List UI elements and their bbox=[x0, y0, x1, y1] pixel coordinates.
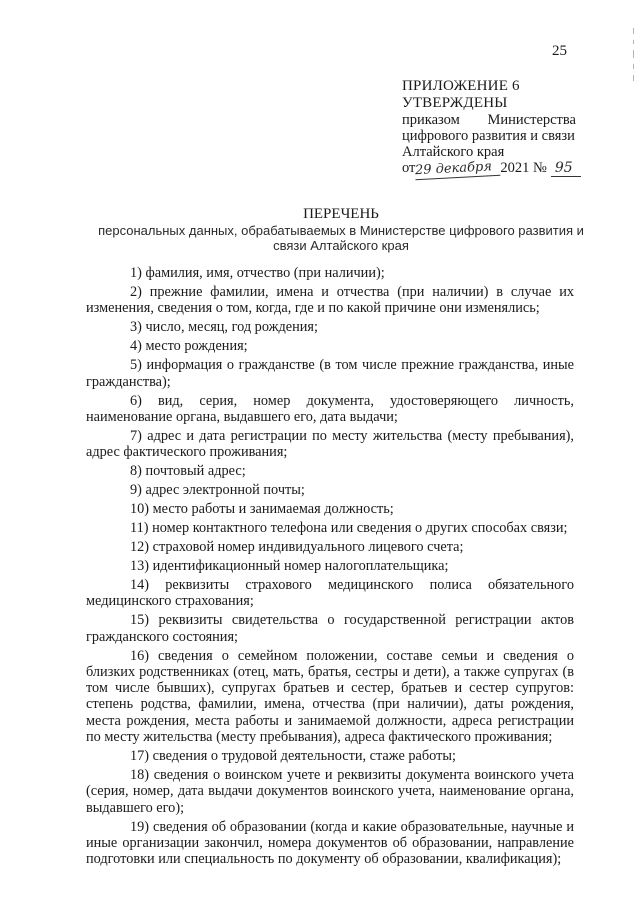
list-item: 7) адрес и дата регистрации по месту жительства (месту пребывания), адрес фактического проживания; bbox=[86, 427, 574, 461]
list-item: 1) фамилия, имя, отчество (при наличии); bbox=[130, 265, 385, 281]
list-item: 5) информация о гражданстве (в том числе прежние гражданства, иные гражданства); bbox=[86, 357, 574, 390]
document-title-block bbox=[96, 206, 586, 253]
list-item: 17) сведения о трудовой деятельности, стаже работы; bbox=[130, 748, 456, 765]
handwritten-date: 29 декабря bbox=[415, 159, 501, 180]
list-item: 18) сведения о воинском учете и реквизиты документа воинского учета (серия, номер, дата выдачи документов воинского учета, наименование органа, выдавшего его); bbox=[86, 767, 574, 816]
order-line-3: Алтайского края bbox=[402, 144, 505, 160]
handwritten-order-number: 95 bbox=[551, 160, 581, 177]
list-item: 11) номер контактного телефона или сведения о других способах связи; bbox=[130, 520, 568, 537]
order-year: 2021 № bbox=[500, 160, 547, 176]
personal-data-list bbox=[86, 265, 574, 870]
list-item: 8) почтовый адрес; bbox=[130, 463, 246, 480]
list-item: 2) прежние фамилии, имена и отчества (при наличии) в случае их изменения, сведения о том, когда, где и по какой причине они изменялись; bbox=[86, 283, 574, 317]
list-item: 3) число, месяц, год рождения; bbox=[130, 319, 318, 336]
list-item: 12) страховой номер индивидуального лицевого счета; bbox=[130, 539, 464, 556]
list-item: 14) реквизиты страхового медицинского полиса обязательного медицинского страхования; bbox=[86, 576, 574, 610]
list-item: 15) реквизиты свидетельства о государственной регистрации актов гражданского состояния; bbox=[86, 612, 574, 645]
order-line-2: цифрового развития и связи bbox=[402, 128, 575, 144]
list-item: 16) сведения о семейном положении, составе семьи и сведения о близких родственниках (отец, мать, братья, сестры и дети), а также супругах (в том числе бывших), супругах братьев и сестер, братьев и сестер супругов: степень родства, фамилии, имена, отчества (при наличии), даты рождения, места рождения, места работы и занимаемой должности, адреса регистрации по месту жительства (месту пребывания), адреса фактического проживания; bbox=[86, 647, 574, 746]
list-item: 4) место рождения; bbox=[130, 338, 248, 355]
appendix-label: ПРИЛОЖЕНИЕ 6 bbox=[402, 78, 520, 94]
edge-scan-marks bbox=[630, 28, 636, 103]
from-prefix: от bbox=[402, 160, 416, 176]
approved-label: УТВЕРЖДЕНЫ bbox=[402, 95, 508, 111]
list-item: 19) сведения об образовании (когда и какие образовательные, научные и иные организации закончил, номера документов об образовании, направление подготовки или специальность по документу об образовании, квалификация); bbox=[86, 818, 574, 868]
order-line-1: приказом Министерства bbox=[402, 112, 576, 128]
document-subtitle: персональных данных, обрабатываемых в Министерстве цифрового развития и связи Алтайского края bbox=[98, 223, 584, 253]
list-item: 13) идентификационный номер налогоплательщика; bbox=[130, 558, 449, 574]
list-item: 10) место работы и занимаемая должность; bbox=[130, 501, 394, 518]
document-title: ПЕРЕЧЕНЬ bbox=[303, 206, 379, 222]
list-item: 6) вид, серия, номер документа, удостоверяющего личность, наименование органа, выдавшего его, дата выдачи; bbox=[86, 392, 574, 425]
page-number: 25 bbox=[552, 43, 567, 59]
list-item: 9) адрес электронной почты; bbox=[130, 482, 305, 499]
approval-block bbox=[402, 78, 576, 178]
order-date-line bbox=[402, 160, 576, 178]
